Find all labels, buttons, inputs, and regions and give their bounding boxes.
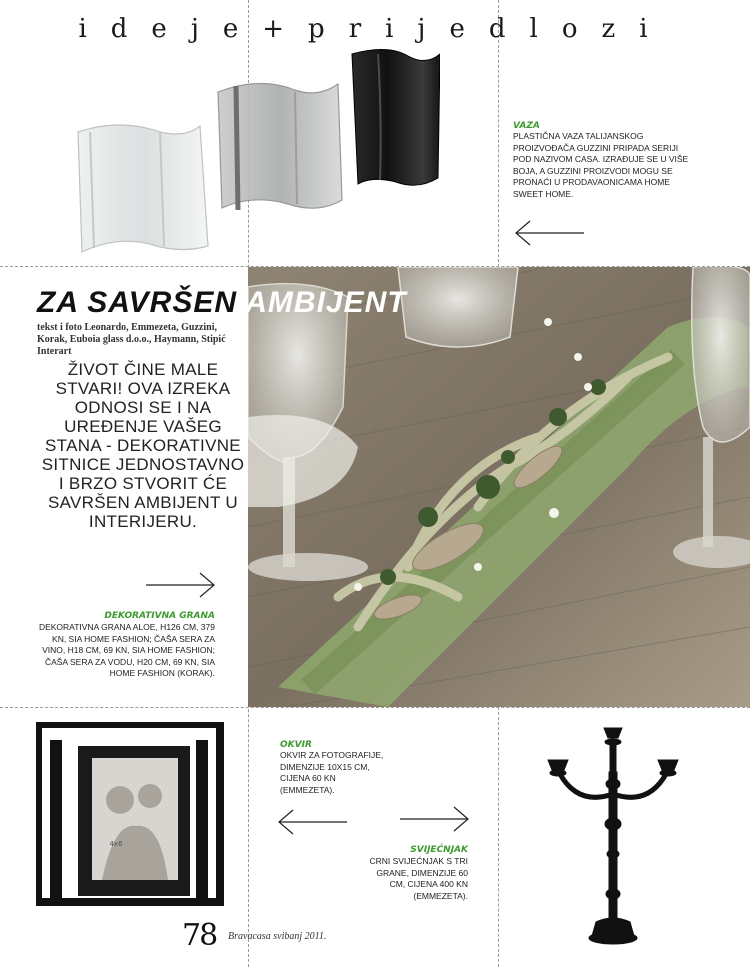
article-intro: ŽIVOT ČINE MALE STVARI! OVA IZREKA ODNOSI SE I NA UREĐENJE VAŠEG STANA - DEKORATIVNE SITNICE JEDNOSTAVNO I BRZO STVORIT ĆE SAVRŠEN AMBIJENT U INTERIJERU. [41,360,245,531]
article-title-part1: ZA SAVRŠEN [37,286,238,319]
vases-image [60,40,440,265]
magazine-footer: Bravacasa svibanj 2011. [228,931,327,942]
arrow-left-icon [514,218,586,248]
table-decoration-photo [248,267,750,707]
grana-description: DEKORATIVNA GRANA ALOE, H126 CM, 379 KN, SIA HOME FASHION; ČAŠA SERA ZA VINO, H18 CM, 69 KN, SIA HOME FASHION; ČAŠA SERA ZA VODU, H20 CM, 69 KN, SIA HOME FASHION (KORAK). [38,622,215,678]
article-title [37,286,407,320]
okvir-description: OKVIR ZA FOTOGRAFIJE, DIMENZIJE 10X15 CM, CIJENA 60 KN (EMMEZETA). [280,750,384,795]
candelabra-image [538,724,688,949]
arrow-left-icon [277,807,349,837]
arrow-right-icon [144,570,216,600]
frame-size-label: 4x6 [109,840,123,848]
article-title-part2: AMBIJENT [245,286,407,319]
article-credits: tekst i foto Leonardo, Emmezeta, Guzzini, Korak, Euboia glass d.o.o., Haymann, Stipić Interart [37,322,226,357]
okvir-label: OKVIR [280,740,312,750]
page-number: 78 [182,918,217,953]
svijecnjak-description: CRNI SVIJEĆNJAK S TRI GRANE, DIMENZIJE 60 CM, CIJENA 400 KN (EMMEZETA). [369,856,468,901]
grana-label: DEKORATIVNA GRANA [104,611,215,621]
vase-label: VAZA [513,121,540,131]
photo-frame-image [36,722,226,907]
vase-description: PLASTIČNA VAZA TALIJANSKOG PROIZVOĐAČA GUZZINI PRIPADA SERIJI POD NAZIVOM CASA. IZRAĐUJE SE U VIŠE BOJA, A GUZZINI PROIZVODI MOGU SE PRONAĆI U PRODAVAONICAMA HOME SWEET HOME. [513,131,689,199]
arrow-right-icon [398,804,470,834]
svijecnjak-label: SVIJEĆNJAK [410,845,468,855]
section-header: ideje+prijedlozi [78,14,672,44]
divider-vertical-right-bottom [498,707,499,967]
divider-horizontal-bottom [0,707,750,708]
